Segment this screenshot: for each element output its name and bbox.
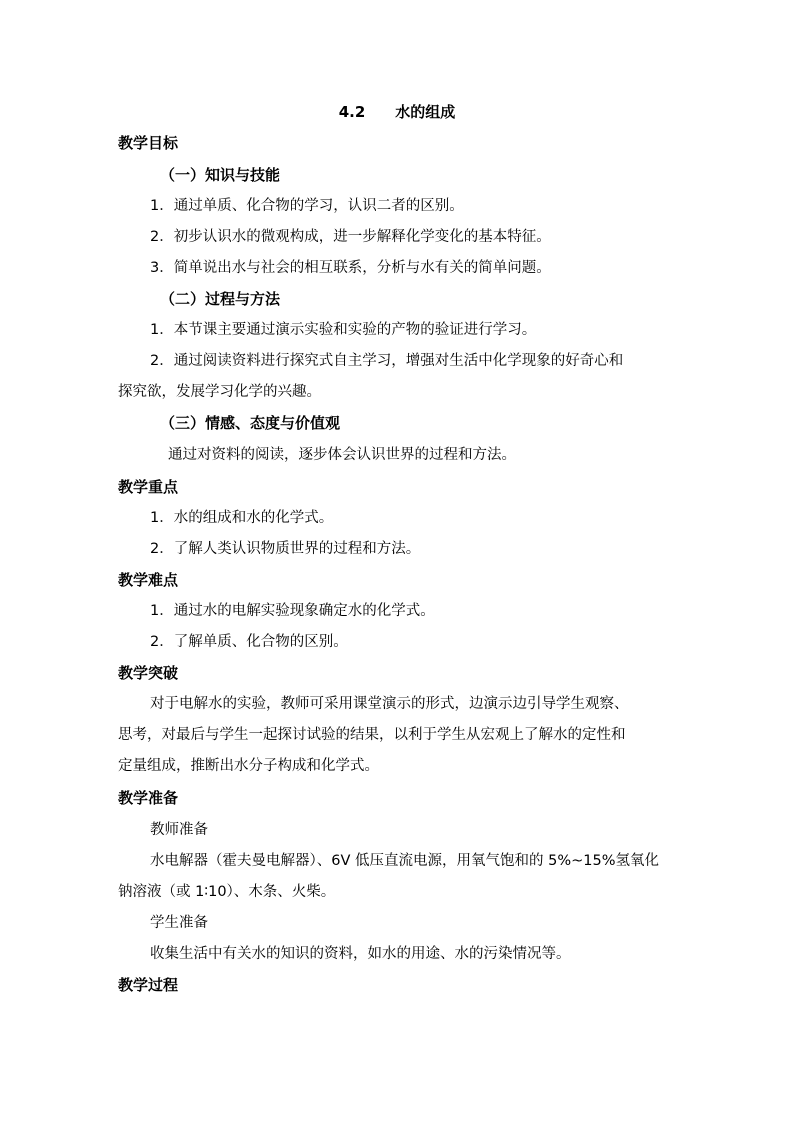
breakthrough-line-2: 思考，对最后与学生一起探讨试验的结果，以利于学生从宏观上了解水的定性和 [118, 727, 626, 743]
student-prep-label: 学生准备 [150, 915, 208, 931]
knowledge-skills-heading: （一）知识与技能 [160, 166, 281, 184]
breakthrough-line-3: 定量组成，推断出水分子构成和化学式。 [118, 758, 379, 774]
objectives-heading: 教学目标 [118, 134, 179, 152]
process-item-2-line-1: 2．通过阅读资料进行探究式自主学习，增强对生活中化学现象的好奇心和 [150, 353, 624, 369]
preparation-heading: 教学准备 [118, 789, 179, 807]
process-item-2-line-2: 探究欲，发展学习化学的兴趣。 [118, 384, 321, 400]
process-heading: 教学过程 [118, 976, 179, 994]
teacher-prep-line-2: 钠溶液（或 1∶10）、木条、火柴。 [118, 884, 336, 900]
attitude-values-text: 通过对资料的阅读，逐步体会认识世界的过程和方法。 [168, 447, 516, 463]
difficulties-heading: 教学难点 [118, 571, 179, 589]
difficulty-1: 1．通过水的电解实验现象确定水的化学式。 [150, 603, 435, 619]
breakthrough-line-1: 对于电解水的实验，教师可采用课堂演示的形式，边演示边引导学生观察、 [150, 696, 629, 712]
key-point-1: 1．水的组成和水的化学式。 [150, 510, 334, 526]
page-title: 4.2 水的组成 [338, 103, 456, 121]
process-method-heading: （二）过程与方法 [160, 290, 281, 308]
breakthrough-heading: 教学突破 [118, 664, 179, 682]
knowledge-item-2: 2．初步认识水的微观构成，进一步解释化学变化的基本特征。 [150, 229, 551, 245]
key-points-heading: 教学重点 [118, 478, 179, 496]
knowledge-item-1: 1．通过单质、化合物的学习，认识二者的区别。 [150, 198, 464, 214]
knowledge-item-3: 3．简单说出水与社会的相互联系，分析与水有关的简单问题。 [150, 260, 551, 276]
teacher-prep-line-1: 水电解器（霍夫曼电解器）、6V 低压直流电源，用氧气饱和的 5%~15%氢氧化 [150, 853, 659, 869]
teacher-prep-label: 教师准备 [150, 822, 208, 838]
difficulty-2: 2．了解单质、化合物的区别。 [150, 634, 348, 650]
student-prep-text: 收集生活中有关水的知识的资料，如水的用途、水的污染情况等。 [150, 946, 571, 962]
attitude-values-heading: （三）情感、态度与价值观 [160, 414, 341, 432]
key-point-2: 2．了解人类认识物质世界的过程和方法。 [150, 541, 421, 557]
process-item-1: 1．本节课主要通过演示实验和实验的产物的验证进行学习。 [150, 322, 537, 338]
